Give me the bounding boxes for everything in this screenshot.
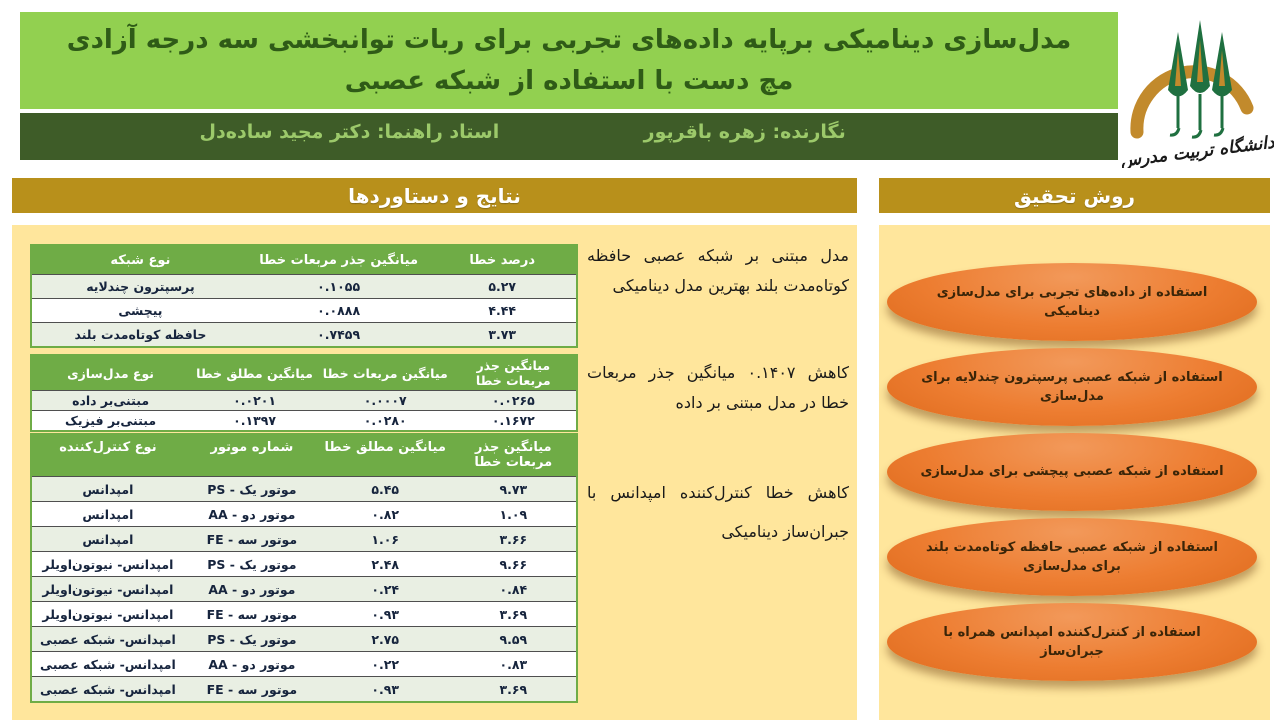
- table-cell: ۰.۹۳: [320, 677, 451, 703]
- table-cell: موتور یک - PS: [184, 627, 320, 652]
- column-header: میانگین مربعات خطا: [320, 355, 451, 391]
- table-cell: ۰.۲۴: [320, 577, 451, 602]
- column-header: نوع کنترل‌کننده: [31, 434, 184, 477]
- table-cell: ۹.۶۶: [451, 552, 577, 577]
- table-row: [31, 627, 577, 652]
- column-header: نوع شبکه: [31, 245, 249, 275]
- table-row: [31, 323, 577, 348]
- table-row: [31, 275, 577, 299]
- finding-note: کاهش خطا کنترل‌کننده امپدانس با جبران‌ساز دینامیکی: [587, 483, 849, 542]
- table-cell: ۹.۷۳: [451, 477, 577, 502]
- table-cell: موتور یک - PS: [184, 552, 320, 577]
- method-panel: [879, 225, 1270, 720]
- table-cell: پرسپترون چندلایه: [31, 275, 249, 299]
- table-cell: ۰.۰۲۶۵: [451, 391, 577, 411]
- table-cell: ۰.۰۲۸۰: [320, 411, 451, 432]
- column-header: درصد خطا: [428, 245, 577, 275]
- column-header: میانگین مطلق خطا: [320, 434, 451, 477]
- table-cell: ۰.۱۶۷۲: [451, 411, 577, 432]
- author-bar: [20, 113, 1118, 160]
- table-cell: ۰.۸۳: [451, 652, 577, 677]
- table-cell: امپدانس- نیوتون‌اویلر: [31, 602, 184, 627]
- table-cell: موتور یک - PS: [184, 477, 320, 502]
- table-cell: امپدانس- نیوتون‌اویلر: [31, 577, 184, 602]
- table-cell: موتور دو - AA: [184, 502, 320, 527]
- table-cell: موتور دو - AA: [184, 652, 320, 677]
- table-cell: ۵.۴۵: [320, 477, 451, 502]
- column-header: میانگین جذر مربعات خطا: [451, 355, 577, 391]
- table-row: [31, 411, 577, 432]
- controller-error-table: [30, 433, 578, 703]
- table-cell: امپدانس- شبکه عصبی: [31, 652, 184, 677]
- table-row: [31, 299, 577, 323]
- table-cell: امپدانس: [31, 502, 184, 527]
- method-step-bubble: استفاده از کنترل‌کننده امپدانس همراه با جبران‌ساز: [887, 603, 1257, 681]
- table-cell: امپدانس- نیوتون‌اویلر: [31, 552, 184, 577]
- table-row: [31, 677, 577, 703]
- table-cell: ۳.۶۹: [451, 677, 577, 703]
- table-cell: ۰.۱۳۹۷: [189, 411, 320, 432]
- table-cell: ۹.۵۹: [451, 627, 577, 652]
- table-cell: ۰.۱۰۵۵: [249, 275, 429, 299]
- column-header: نوع مدل‌سازی: [31, 355, 189, 391]
- table-cell: امپدانس: [31, 527, 184, 552]
- network-error-table: [30, 244, 578, 348]
- table-cell: موتور دو - AA: [184, 577, 320, 602]
- table-row: [31, 577, 577, 602]
- table-row: [31, 527, 577, 552]
- table-cell: ۲.۴۸: [320, 552, 451, 577]
- results-panel: [12, 225, 857, 720]
- table-cell: ۵.۲۷: [428, 275, 577, 299]
- column-header: شماره موتور: [184, 434, 320, 477]
- table-cell: ۳.۶۶: [451, 527, 577, 552]
- table-cell: ۱.۰۹: [451, 502, 577, 527]
- table-cell: امپدانس: [31, 477, 184, 502]
- table-row: [31, 652, 577, 677]
- poster-title: مدل‌سازی دینامیکی برپایه داده‌های تجربی برای ربات توانبخشی سه درجه آزادی مچ دست با استفاده از شبکه عصبی: [20, 12, 1118, 109]
- university-logo: [1122, 10, 1274, 168]
- table-row: [31, 552, 577, 577]
- method-step-bubble: استفاده از شبکه عصبی پرسپترون چندلایه برای مدل‌سازی: [887, 348, 1257, 426]
- finding-note: مدل مبتنی بر شبکه عصبی حافظه کوتاه‌مدت بلند بهترین مدل دینامیکی: [587, 246, 849, 296]
- table-cell: ۰.۷۴۵۹: [249, 323, 429, 348]
- column-header: میانگین جذر مربعات خطا: [249, 245, 429, 275]
- method-step-bubble: استفاده از شبکه عصبی پیچشی برای مدل‌سازی: [887, 433, 1257, 511]
- table-cell: حافظه کوتاه‌مدت بلند: [31, 323, 249, 348]
- table-cell: امپدانس- شبکه عصبی: [31, 627, 184, 652]
- table-cell: امپدانس- شبکه عصبی: [31, 677, 184, 703]
- table-cell: ۰.۰۲۰۱: [189, 391, 320, 411]
- table-cell: ۰.۲۲: [320, 652, 451, 677]
- table-cell: ۰.۹۳: [320, 602, 451, 627]
- table-row: [31, 477, 577, 502]
- author-name: نگارنده: زهره باقرپور: [643, 121, 846, 143]
- column-header: میانگین جذر مربعات خطا: [451, 434, 577, 477]
- logo-calligraphy: دانشگاه تربیت مدرس: [1122, 132, 1274, 168]
- table-cell: پیچشی: [31, 299, 249, 323]
- method-step-bubble: استفاده از داده‌های تجربی برای مدل‌سازی دینامیکی: [887, 263, 1257, 341]
- finding-note: کاهش ۰.۱۴۰۷ میانگین جذر مربعات خطا در مدل مبتنی بر داده: [587, 363, 849, 413]
- table-cell: ۰.۸۲: [320, 502, 451, 527]
- table-cell: ۰.۰۰۰۷: [320, 391, 451, 411]
- modeling-error-table: [30, 354, 578, 432]
- results-section-header: نتایج و دستاوردها: [12, 178, 857, 213]
- table-cell: ۴.۴۴: [428, 299, 577, 323]
- table-cell: موتور سه - FE: [184, 602, 320, 627]
- table-cell: ۲.۷۵: [320, 627, 451, 652]
- table-cell: ۱.۰۶: [320, 527, 451, 552]
- table-cell: مبتنی‌بر فیزیک: [31, 411, 189, 432]
- table-row: [31, 502, 577, 527]
- table-cell: موتور سه - FE: [184, 677, 320, 703]
- table-cell: ۰.۰۸۸۸: [249, 299, 429, 323]
- table-cell: ۳.۷۳: [428, 323, 577, 348]
- table-cell: ۳.۶۹: [451, 602, 577, 627]
- table-row: [31, 391, 577, 411]
- method-section-header: روش تحقیق: [879, 178, 1270, 213]
- table-row: [31, 602, 577, 627]
- column-header: میانگین مطلق خطا: [189, 355, 320, 391]
- supervisor-name: استاد راهنما: دکتر مجید ساده‌دل: [199, 121, 500, 143]
- method-step-bubble: استفاده از شبکه عصبی حافظه کوتاه‌مدت بلند برای مدل‌سازی: [887, 518, 1257, 596]
- table-cell: ۰.۸۴: [451, 577, 577, 602]
- table-cell: مبتنی‌بر داده: [31, 391, 189, 411]
- table-cell: موتور سه - FE: [184, 527, 320, 552]
